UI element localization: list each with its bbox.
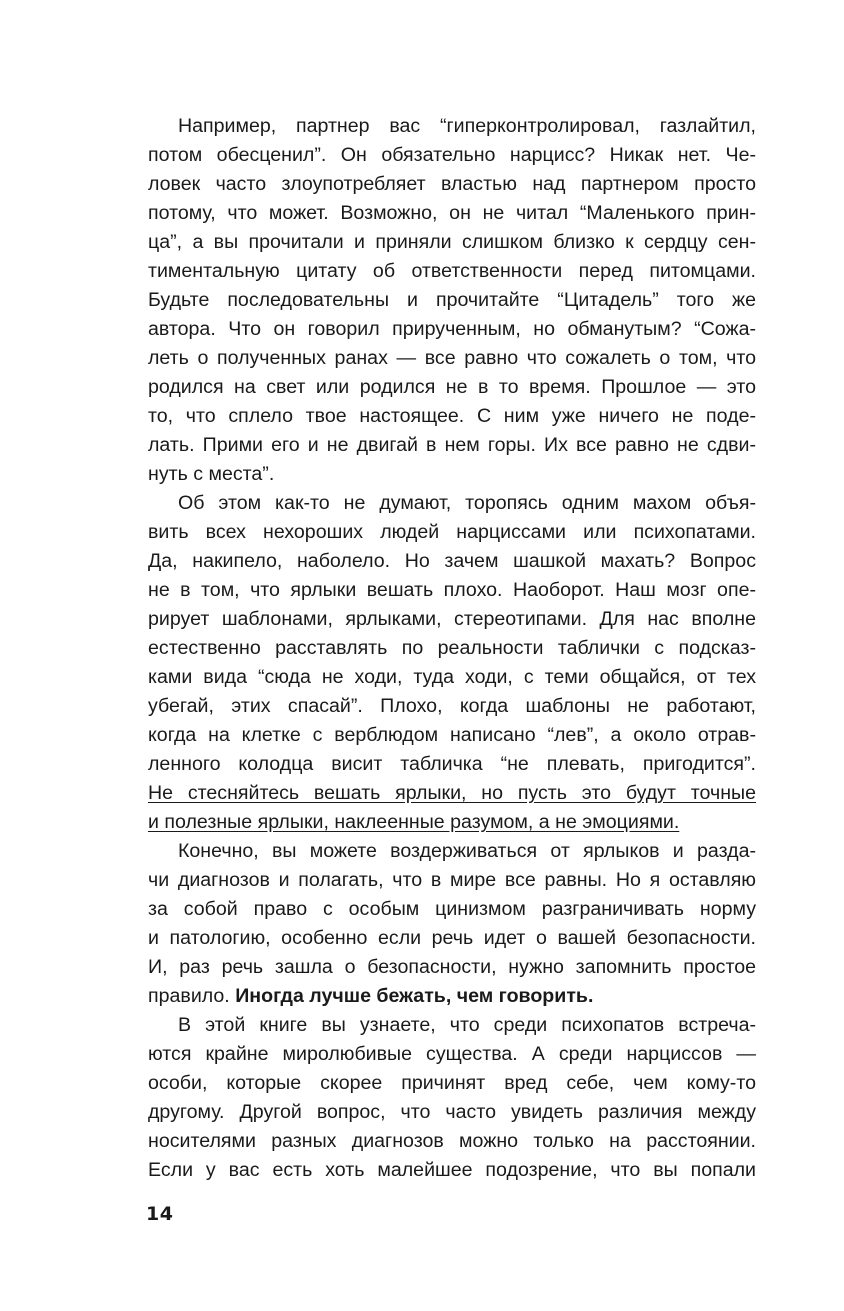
text-span: правило. <box>148 985 230 1007</box>
text-line: и патологию, особенно если речь идет о вашей безопасности. <box>148 927 756 949</box>
underlined-text-line: Не стесняйтесь вешать ярлыки, но пусть это будут точные <box>148 782 756 804</box>
page-number: 14 <box>146 1203 174 1225</box>
text-line: вить всех нехороших людей нарциссами или психопатами. <box>148 521 756 543</box>
text-line: родился на свет или родился не в то время. Прошлое — это <box>148 376 756 398</box>
paragraph-2 <box>148 489 756 837</box>
text-line: лать. Прими его и не двигай в нем горы. Их все равно не сдви- <box>148 434 756 456</box>
text-line: убегай, этих спасай”. Плохо, когда шаблоны не работают, <box>148 695 756 717</box>
text-line: когда на клетке с верблюдом написано “лев”, а около отрав- <box>148 724 756 746</box>
text-line: ловек часто злоупотребляет властью над партнером просто <box>148 173 756 195</box>
text-line: ца”, а вы прочитали и приняли слишком близко к сердцу сен- <box>148 231 756 253</box>
paragraph-1 <box>148 112 756 489</box>
bold-rule-text: Иногда лучше бежать, чем говорить. <box>235 985 594 1007</box>
text-line: Конечно, вы можете воздерживаться от ярлыков и разда- <box>178 840 756 862</box>
text-line: естественно расставлять по реальности таблички с подсказ- <box>148 637 756 659</box>
paragraph-3 <box>148 837 756 1011</box>
text-line: Например, партнер вас “гиперконтролировал, газлайтил, <box>178 115 756 137</box>
text-line: ются крайне миролюбивые существа. А среди нарциссов — <box>148 1043 756 1065</box>
text-line: потом обесценил”. Он обязательно нарцисс? Никак нет. Че- <box>148 144 756 166</box>
underlined-text-line: и полезные ярлыки, наклеенные разумом, а не эмоциями. <box>148 811 680 833</box>
text-line: другому. Другой вопрос, что часто увидеть различия между <box>148 1101 756 1123</box>
text-line: ками вида “сюда не ходи, туда ходи, с теми общайся, от тех <box>148 666 756 688</box>
text-line: потому, что может. Возможно, он не читал “Маленького прин- <box>148 202 756 224</box>
text-line: Да, накипело, наболело. Но зачем шашкой махать? Вопрос <box>148 550 756 572</box>
paragraph-4 <box>148 1011 756 1185</box>
text-line: чи диагнозов и полагать, что в мире все равны. Но я оставляю <box>148 869 756 891</box>
text-line: за собой право с особым цинизмом разграничивать норму <box>148 898 756 920</box>
text-line: не в том, что ярлыки вешать плохо. Наоборот. Наш мозг опе- <box>148 579 756 601</box>
text-line: И, раз речь зашла о безопасности, нужно запомнить простое <box>148 956 756 978</box>
text-line: леть о полученных ранах — все равно что сожалеть о том, что <box>148 347 756 369</box>
text-line: тиментальную цитату об ответственности перед питомцами. <box>148 260 756 282</box>
text-line: Если у вас есть хоть малейшее подозрение, что вы попали <box>148 1159 756 1181</box>
text-line: рирует шаблонами, ярлыками, стереотипами. Для нас вполне <box>148 608 756 630</box>
text-line-with-bold-rule <box>148 982 756 1011</box>
text-line: автора. Что он говорил прирученным, но обманутым? “Сожа- <box>148 318 756 340</box>
text-line: ленного колодца висит табличка “не плевать, пригодится”. <box>148 753 756 775</box>
book-page-text <box>148 112 756 1185</box>
text-line: то, что сплело твое настоящее. С ним уже ничего не поде- <box>148 405 756 427</box>
text-line: носителями разных диагнозов можно только на расстоянии. <box>148 1130 756 1152</box>
text-line: нуть с места”. <box>148 463 275 485</box>
text-line: особи, которые скорее причинят вред себе, чем кому-то <box>148 1072 756 1094</box>
text-line: Будьте последовательны и прочитайте “Цитадель” того же <box>148 289 756 311</box>
text-line: Об этом как-то не думают, торопясь одним махом объя- <box>178 492 756 514</box>
text-line: В этой книге вы узнаете, что среди психопатов встреча- <box>178 1014 756 1036</box>
